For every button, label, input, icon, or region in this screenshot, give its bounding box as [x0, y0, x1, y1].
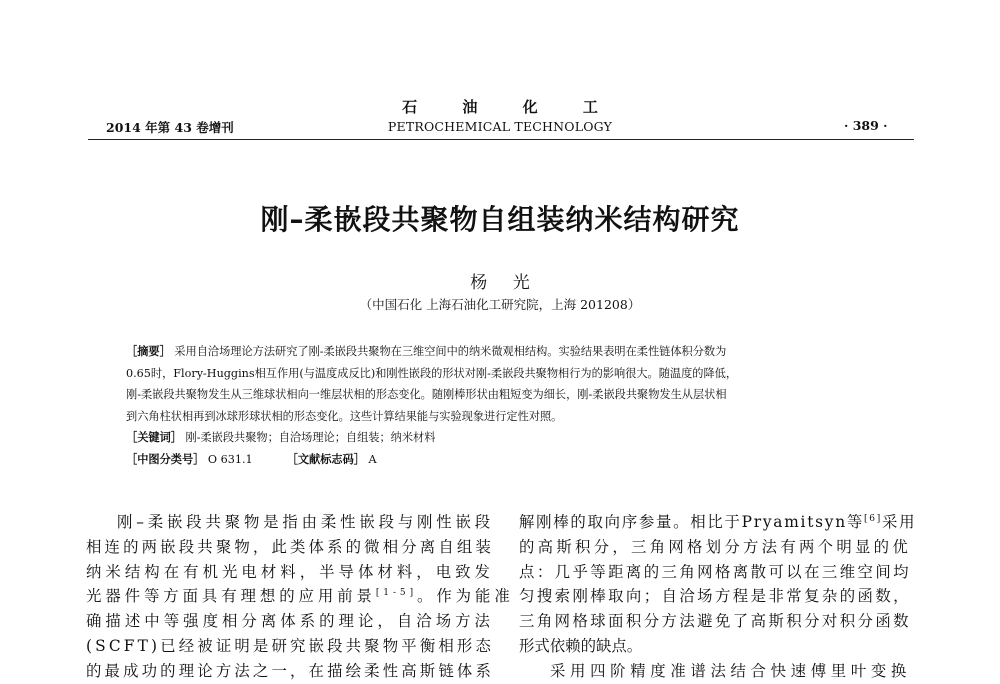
clc-value: O 631.1: [207, 452, 253, 466]
journal-name-chinese: 石 油 化 工: [402, 98, 618, 116]
keywords-line: [126, 427, 886, 449]
author-name: 杨 光: [470, 273, 540, 293]
body-line: 形式依赖的缺点。: [519, 636, 643, 655]
body-line: 光器件等方面具有理想的应用前景[1-5]。作为能准: [86, 587, 514, 606]
abstract-label: ［摘要］: [126, 344, 171, 358]
body-line: 纳米结构在有机光电材料，半导体材料，电致发: [86, 562, 494, 581]
author-affiliation: （中国石化 上海石油化工研究院，上海 201208）: [359, 297, 641, 312]
body-line: 点：几乎等距离的三角网格离散可以在三维空间均: [519, 562, 911, 581]
keywords-label: ［关键词］: [126, 430, 182, 444]
body-line: 确描述中等强度相分离体系的理论，自洽场方法: [86, 612, 494, 631]
page-number: · 389 ·: [844, 118, 888, 133]
abstract-line: 0.65时，Flory-Huggins相互作用(与温度成反比)和刚性嵌段的形状对刚-柔嵌段共聚物相行为的影响很大。随温度的降低，: [126, 366, 738, 380]
body-line: 相连的两嵌段共聚物，此类体系的微相分离自组装: [86, 537, 494, 556]
body-line: 的高斯积分，三角网格划分方法有两个明显的优: [519, 537, 911, 556]
abstract-line: 到六角柱状相再到冰球形球状相的形态变化。这些计算结果能与实验现象进行定性对照。: [126, 409, 563, 423]
body-column-right: [519, 510, 917, 684]
body-line: 的最成功的理论方法之一，在描绘柔性高斯链体系: [86, 661, 494, 680]
body-line: (SCFT)已经被证明是研究嵌段共聚物平衡相形态: [86, 636, 494, 655]
body-line: 刚–柔嵌段共聚物是指由柔性嵌段与刚性嵌段: [117, 513, 494, 531]
body-line: 匀搜索刚棒取向；自洽场方程是非常复杂的函数，: [519, 587, 911, 606]
abstract-line: 刚-柔嵌段共聚物发生从三维球状相向一维层状相的形态变化。随刚棒形状由粗短变为细长，刚-柔嵌段共聚物发生从层状相: [126, 388, 727, 401]
header-rule: [88, 139, 914, 140]
body-line: 采用四阶精度准谱法结合快速傅里叶变换: [550, 661, 911, 680]
clc-label: ［中图分类号］: [126, 451, 205, 466]
article-title: 刚–柔嵌段共聚物自组装纳米结构研究: [260, 203, 740, 236]
issue-info: 2014 年第 43 卷增刊: [106, 120, 234, 135]
body-line: 三角网格球面积分方法避免了高斯积分对积分函数: [519, 612, 911, 631]
keywords-text: 刚-柔嵌段共聚物；自洽场理论；自组装；纳米材料: [185, 431, 436, 444]
doc-code-label: ［文献标志码］: [286, 451, 365, 466]
doc-code-value: A: [368, 452, 377, 466]
body-line: 解刚棒的取向序参量。相比于Pryamitsyn等[6]采用: [519, 513, 917, 531]
citation-ref: [6]: [863, 513, 882, 524]
classification-line: [126, 449, 886, 471]
journal-name-english: PETROCHEMICAL TECHNOLOGY: [387, 119, 613, 134]
citation-ref: [1-5]: [375, 588, 418, 599]
abstract-line: ［摘要］ 采用自洽场理论方法研究了刚-柔嵌段共聚物在三维空间中的纳米微观相结构。实验结果表明在柔性链体积分数为: [126, 344, 727, 358]
abstract-block: [126, 341, 886, 470]
body-column-left: [86, 510, 514, 684]
